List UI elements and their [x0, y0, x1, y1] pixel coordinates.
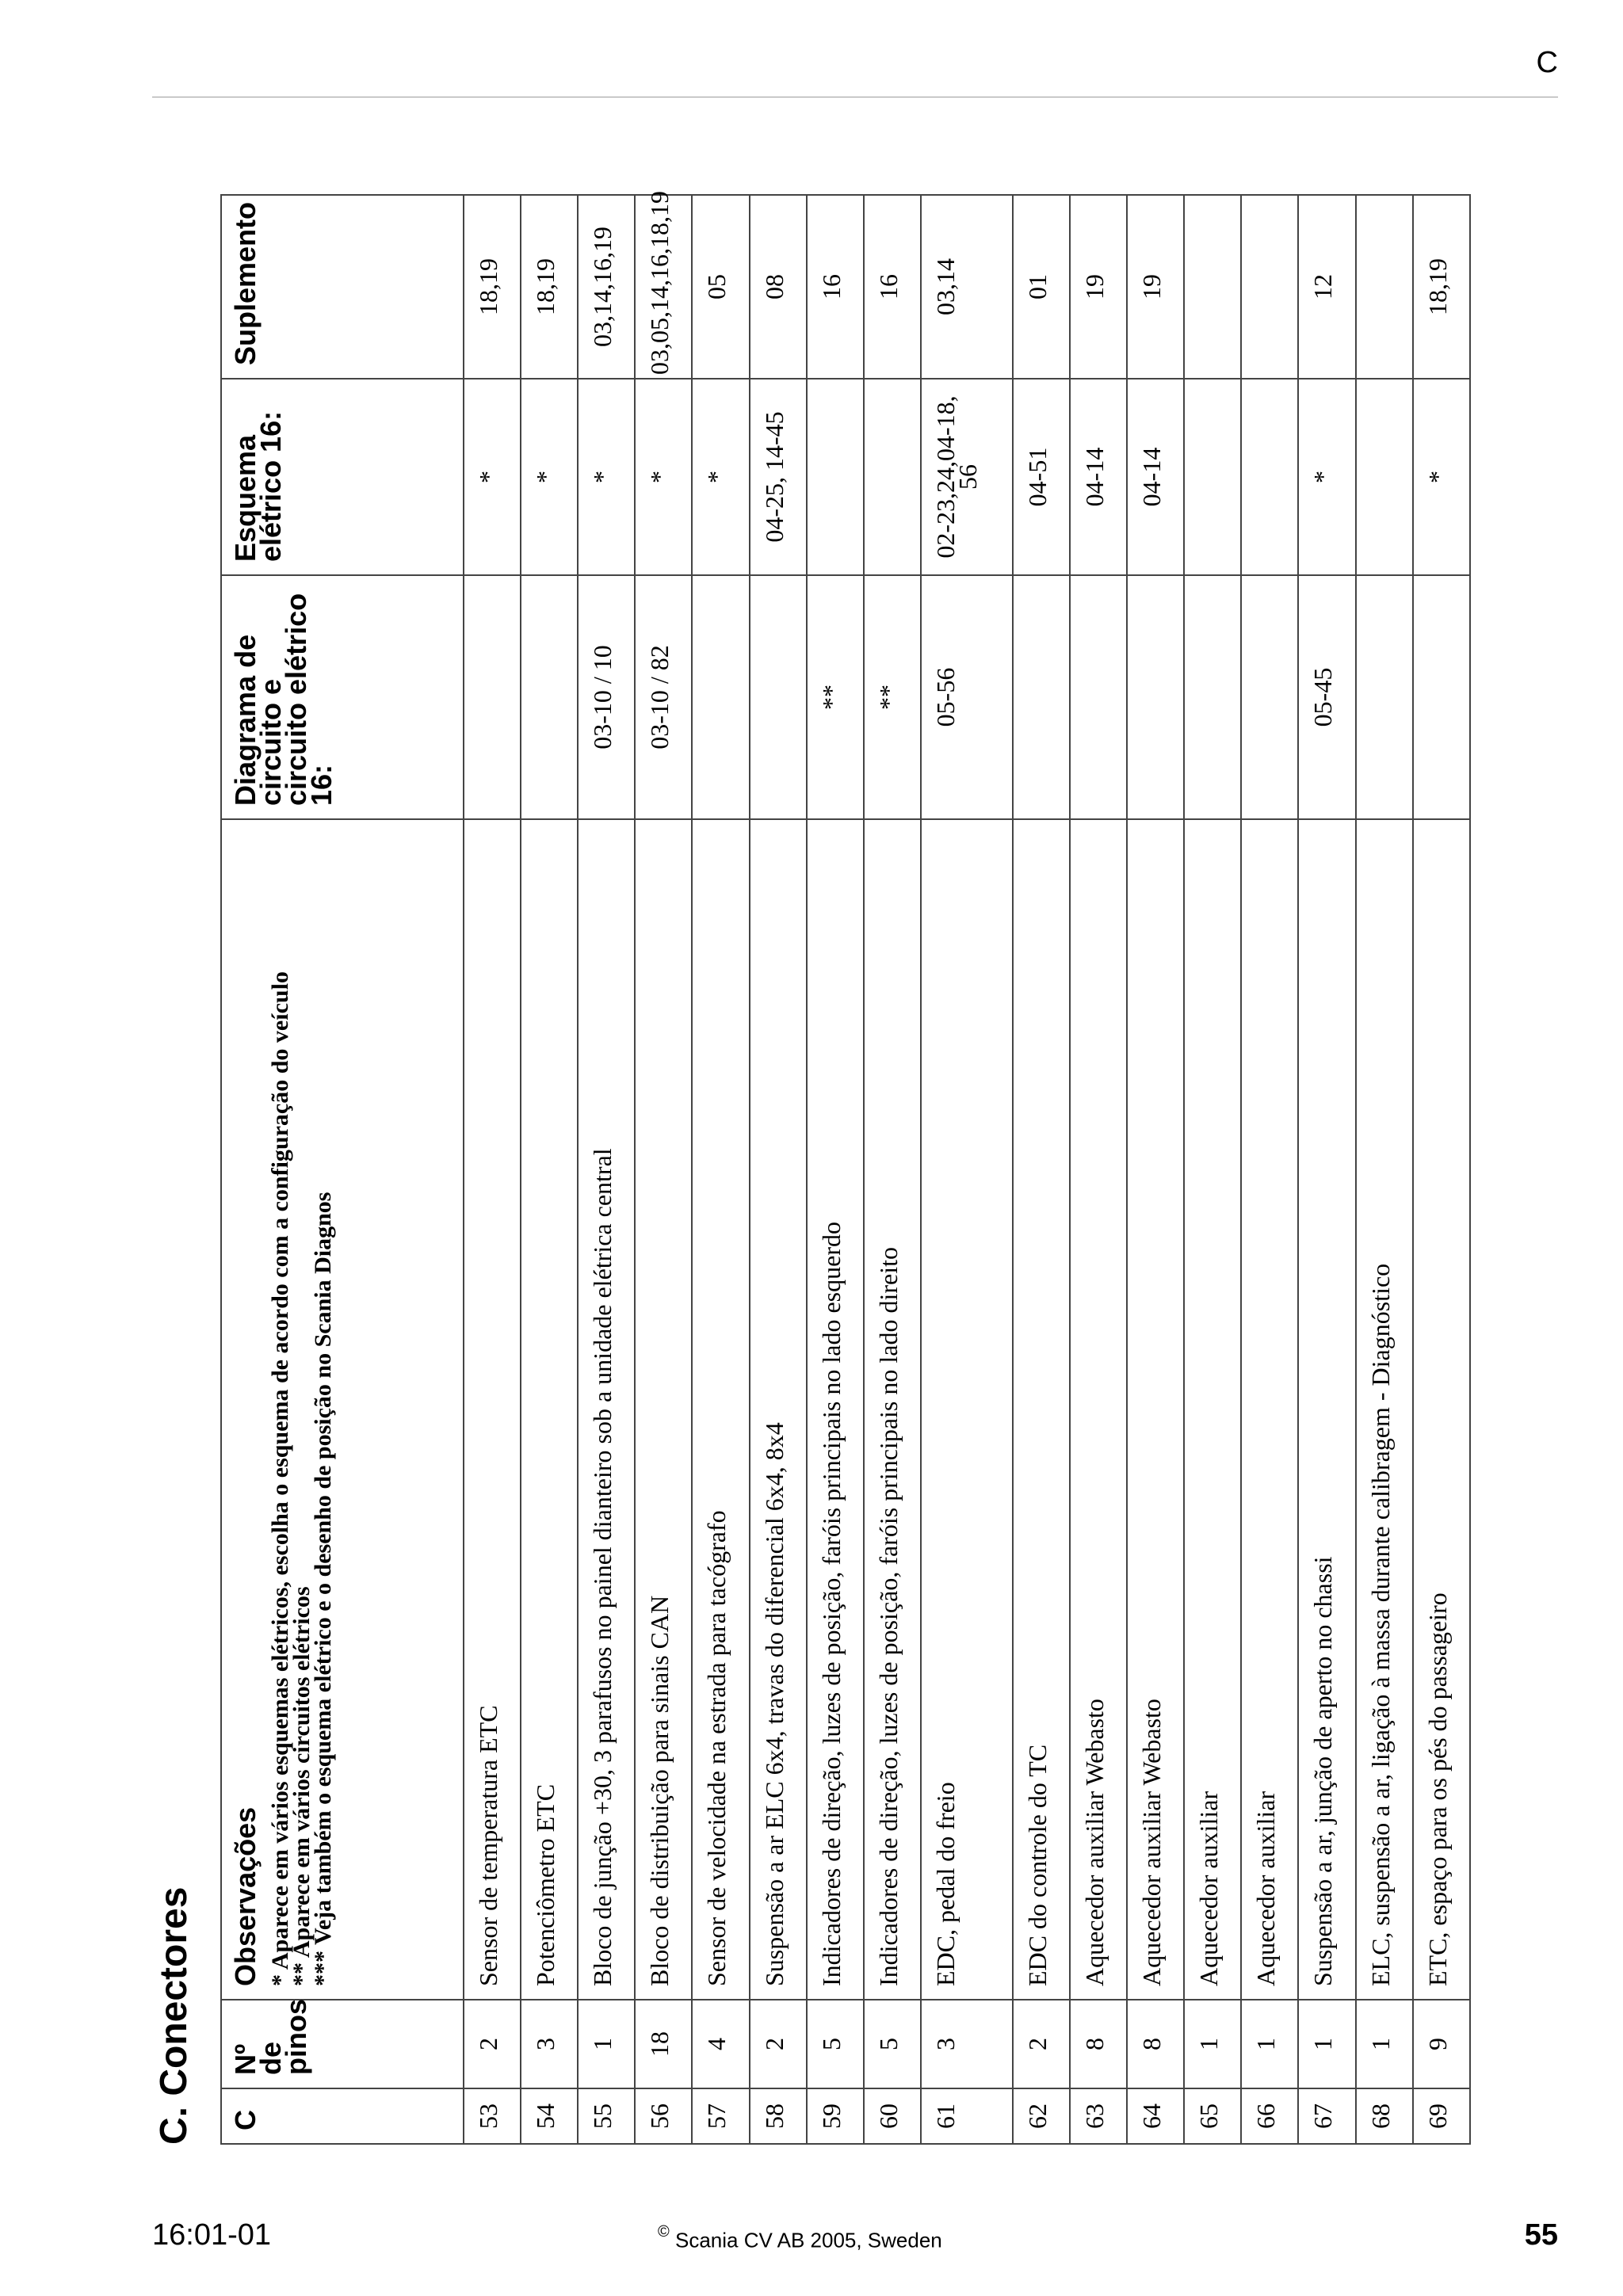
- cell-pins: 8: [1070, 2000, 1127, 2088]
- copyright-text: Scania CV AB 2005, Sweden: [674, 2228, 942, 2252]
- cell-scheme: 04-51: [1013, 379, 1070, 575]
- table-row: [1127, 195, 1184, 2144]
- cell-observations: ETC, espaço para os pés do passageiro: [1413, 819, 1470, 2000]
- cell-supplement: 03,14: [921, 195, 1013, 379]
- cell-pins: 1: [1241, 2000, 1298, 2088]
- cell-scheme: [1241, 379, 1298, 575]
- cell-observations: Aquecedor auxiliar Webasto: [1127, 819, 1184, 2000]
- cell-connector: 69: [1413, 2088, 1470, 2144]
- cell-scheme: *: [578, 379, 635, 575]
- cell-pins: 3: [921, 2000, 1013, 2088]
- cell-supplement: 16: [864, 195, 921, 379]
- table-row: [807, 195, 864, 2144]
- table-row: [692, 195, 749, 2144]
- column-header-pins: Nº de pinos: [221, 2000, 464, 2088]
- cell-supplement: 03,14,16,19: [578, 195, 635, 379]
- cell-diagram: **: [864, 575, 921, 819]
- column-header-supplement: Suplemento: [221, 195, 464, 379]
- cell-diagram: [521, 575, 578, 819]
- note-double-asterisk: ** Aparece em vários circuitos elétricos: [288, 1586, 315, 1986]
- table-row: [521, 195, 578, 2144]
- cell-pins: 5: [807, 2000, 864, 2088]
- rotated-table-page: [151, 191, 1474, 2145]
- cell-supplement: 19: [1070, 195, 1127, 379]
- cell-diagram: 03-10 / 82: [635, 575, 692, 819]
- cell-pins: 5: [864, 2000, 921, 2088]
- cell-diagram: **: [807, 575, 864, 819]
- cell-supplement: 18,19: [1413, 195, 1470, 379]
- cell-observations: Suspensão a ar ELC 6x4, travas do diferencial 6x4, 8x4: [750, 819, 807, 2000]
- cell-observations: EDC do controle do TC: [1013, 819, 1070, 2000]
- cell-scheme: [864, 379, 921, 575]
- cell-pins: 2: [464, 2000, 521, 2088]
- cell-observations: Sensor de velocidade na estrada para tacógrafo: [692, 819, 749, 2000]
- cell-supplement: 12: [1298, 195, 1355, 379]
- note-single-asterisk: * Aparece em vários esquemas elétricos, escolha o esquema de acordo com a configuração do veículo: [267, 971, 293, 1986]
- cell-scheme: *: [464, 379, 521, 575]
- cell-diagram: [692, 575, 749, 819]
- cell-observations: Aquecedor auxiliar: [1241, 819, 1298, 2000]
- cell-scheme: *: [1298, 379, 1355, 575]
- cell-pins: 2: [1013, 2000, 1070, 2088]
- cell-connector: 53: [464, 2088, 521, 2144]
- cell-observations: ELC, suspensão a ar, ligação à massa durante calibragem - Diagnóstico: [1356, 819, 1413, 2000]
- cell-supplement: 08: [750, 195, 807, 379]
- cell-connector: 61: [921, 2088, 1013, 2144]
- cell-diagram: [750, 575, 807, 819]
- cell-connector: 57: [692, 2088, 749, 2144]
- copyright-symbol: ©: [658, 2223, 670, 2241]
- cell-connector: 68: [1356, 2088, 1413, 2144]
- section-title: C. Conectores: [153, 1886, 195, 2145]
- table-row: [1013, 195, 1070, 2144]
- column-header-c: C: [221, 2088, 464, 2144]
- cell-diagram: 05-56: [921, 575, 1013, 819]
- cell-scheme: *: [692, 379, 749, 575]
- table-row: [1070, 195, 1127, 2144]
- connectors-table: [220, 191, 1471, 2145]
- cell-observations: Bloco de junção +30, 3 parafusos no painel dianteiro sob a unidade elétrica central: [578, 819, 635, 2000]
- table-row: [750, 195, 807, 2144]
- cell-pins: 1: [578, 2000, 635, 2088]
- cell-scheme: *: [521, 379, 578, 575]
- cell-connector: 63: [1070, 2088, 1127, 2144]
- footer-copyright: [658, 2223, 942, 2253]
- cell-observations: Potenciômetro ETC: [521, 819, 578, 2000]
- note-triple-asterisk: *** Veja também o esquema elétrico e o desenho de posição no Scania Diagnos: [310, 1192, 336, 1986]
- cell-diagram: [1241, 575, 1298, 819]
- cell-observations: Aquecedor auxiliar Webasto: [1070, 819, 1127, 2000]
- cell-diagram: [1413, 575, 1470, 819]
- cell-pins: 18: [635, 2000, 692, 2088]
- cell-observations: Sensor de temperatura ETC: [464, 819, 521, 2000]
- cell-connector: 59: [807, 2088, 864, 2144]
- cell-diagram: [1356, 575, 1413, 819]
- chapter-letter: C: [1536, 46, 1558, 79]
- table-row: [1298, 195, 1355, 2144]
- cell-pins: 4: [692, 2000, 749, 2088]
- table-body: [464, 191, 1470, 2144]
- table-row: [464, 195, 521, 2144]
- table-header-row: [221, 195, 464, 2144]
- table-row: [578, 195, 635, 2144]
- column-header-observations: [221, 819, 464, 2000]
- cell-pins: 2: [750, 2000, 807, 2088]
- cell-supplement: 16: [807, 195, 864, 379]
- table-row: [1241, 195, 1298, 2144]
- cell-diagram: 03-10 / 10: [578, 575, 635, 819]
- cell-pins: 3: [521, 2000, 578, 2088]
- cell-supplement: 01: [1013, 195, 1070, 379]
- cell-diagram: [1013, 575, 1070, 819]
- cell-supplement: 18,19: [521, 195, 578, 379]
- cell-observations: Suspensão a ar, junção de aperto no chassi: [1298, 819, 1355, 2000]
- cell-observations: Bloco de distribuição para sinais CAN: [635, 819, 692, 2000]
- cell-connector: 67: [1298, 2088, 1355, 2144]
- footer-page-number: 55: [1524, 2218, 1558, 2252]
- table-row: [864, 195, 921, 2144]
- cell-diagram: [464, 575, 521, 819]
- cell-connector: 55: [578, 2088, 635, 2144]
- cell-diagram: [1184, 575, 1241, 819]
- table-row: [635, 195, 692, 2144]
- cell-pins: 1: [1184, 2000, 1241, 2088]
- cell-scheme: 04-14: [1070, 379, 1127, 575]
- cell-diagram: 05-45: [1298, 575, 1355, 819]
- table-row: [1413, 195, 1470, 2144]
- cell-connector: 60: [864, 2088, 921, 2144]
- cell-connector: 56: [635, 2088, 692, 2144]
- cell-scheme: 04-25, 14-45: [750, 379, 807, 575]
- cell-scheme: [807, 379, 864, 575]
- cell-supplement: 05: [692, 195, 749, 379]
- cell-observations: EDC, pedal do freio: [921, 819, 1013, 2000]
- cell-pins: 8: [1127, 2000, 1184, 2088]
- cell-supplement: [1241, 195, 1298, 379]
- cell-supplement: [1184, 195, 1241, 379]
- cell-pins: 1: [1298, 2000, 1355, 2088]
- column-header-scheme: Esquema elétrico 16:: [221, 379, 464, 575]
- observations-header-label: Observações: [229, 1806, 262, 1986]
- cell-pins: 9: [1413, 2000, 1470, 2088]
- table-row: [921, 195, 1013, 2144]
- cell-scheme: *: [1413, 379, 1470, 575]
- cell-scheme: 04-14: [1127, 379, 1184, 575]
- cell-connector: 54: [521, 2088, 578, 2144]
- footer-document-code: 16:01-01: [152, 2218, 272, 2252]
- cell-connector: 58: [750, 2088, 807, 2144]
- column-header-diagram: Diagrama de circuito e circuito elétrico 16:: [221, 575, 464, 819]
- cell-supplement: 03,05,14,16,18,19: [635, 195, 692, 379]
- cell-observations: Indicadores de direção, luzes de posição, faróis principais no lado esquerdo: [807, 819, 864, 2000]
- cell-scheme: 02-23,24,04-18, 56: [921, 379, 1013, 575]
- cell-pins: 1: [1356, 2000, 1413, 2088]
- table-notes: [269, 826, 334, 1986]
- cell-diagram: [1070, 575, 1127, 819]
- cell-supplement: [1356, 195, 1413, 379]
- cell-connector: 66: [1241, 2088, 1298, 2144]
- cell-supplement: 18,19: [464, 195, 521, 379]
- cell-diagram: [1127, 575, 1184, 819]
- table-row: [1184, 195, 1241, 2144]
- cell-observations: Indicadores de direção, luzes de posição, faróis principais no lado direito: [864, 819, 921, 2000]
- cell-observations: Aquecedor auxiliar: [1184, 819, 1241, 2000]
- table-row: [1356, 195, 1413, 2144]
- cell-connector: 64: [1127, 2088, 1184, 2144]
- cell-supplement: 19: [1127, 195, 1184, 379]
- cell-connector: 62: [1013, 2088, 1070, 2144]
- cell-scheme: *: [635, 379, 692, 575]
- cell-connector: 65: [1184, 2088, 1241, 2144]
- cell-scheme: [1356, 379, 1413, 575]
- cell-scheme: [1184, 379, 1241, 575]
